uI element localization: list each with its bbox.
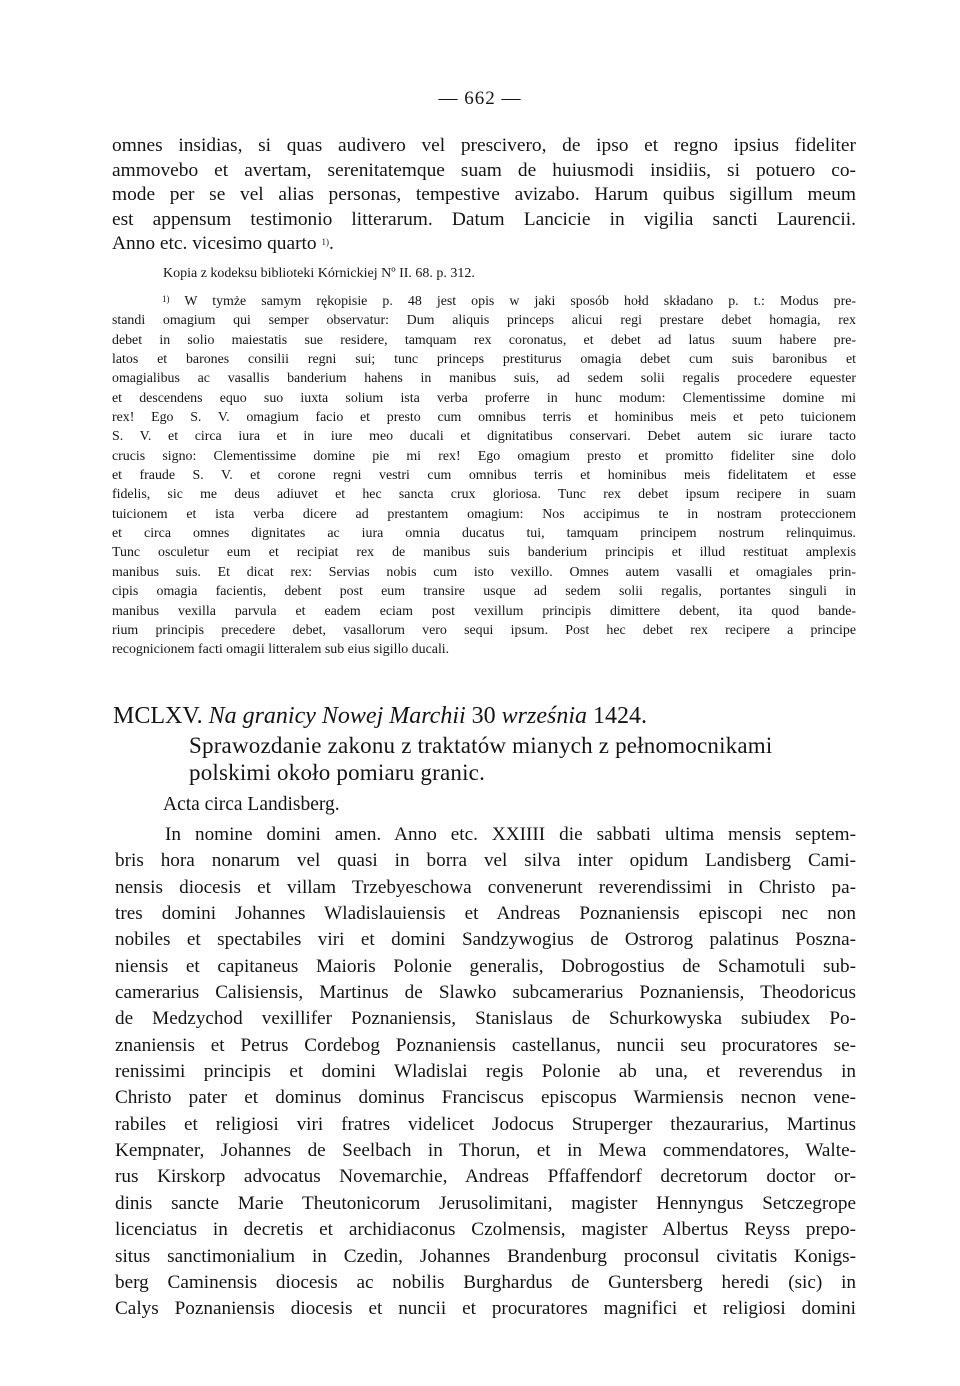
heading-subtitle-line: polskimi około pomiaru granic. bbox=[189, 760, 486, 785]
footnote-line: et fraude S. V. et corone regni vestri cum omnibus terris et hominibus meis fidelitatem et esse bbox=[112, 468, 856, 484]
footnote-mark: 1) bbox=[162, 294, 170, 304]
text-line: est appensum testimonio litterarum. Datum Lancicie in vigilia sancti Laurencii. bbox=[112, 208, 856, 230]
body-line: Kempnater, Johannes de Seelbach in Thorun, et in Mewa commendatores, Walte- bbox=[115, 1140, 856, 1162]
body-line: camerarius Calisiensis, Martinus de Slawko subcamerarius Poznaniensis, Theodoricus bbox=[115, 982, 856, 1004]
body-line: Christo pater et dominus dominus Franciscus episcopus Warmiensis necnon vene- bbox=[115, 1087, 856, 1109]
document-heading bbox=[113, 700, 873, 786]
page-number: — 662 — bbox=[438, 88, 522, 109]
footnote-line-last: recognicionem facti omagii litteralem sub eius sigillo ducali. bbox=[112, 642, 450, 658]
footnote-line-content: W tymże samym rękopisie p. 48 jest opis w jaki sposób hołd składano p. t.: Modus pre- bbox=[184, 294, 856, 309]
body-line: licenciatus in decretis et archidiaconus Czolmensis, magister Albertus Reyss prepo- bbox=[115, 1219, 856, 1241]
footnote-line: Tunc osculetur eum et recipiat rex de manibus suis banderium principis et illud restituat amplexis bbox=[112, 545, 856, 561]
source-note: Kopia z kodeksu biblioteki Kórnickiej Nº II. 68. p. 312. bbox=[163, 266, 475, 281]
body-line: znaniensis et Petrus Cordebog Poznaniensis castellanus, nuncii seu procuratores se- bbox=[115, 1034, 856, 1056]
body-text bbox=[115, 822, 856, 1323]
heading-place: Na granicy Nowej Marchii bbox=[208, 703, 466, 729]
body-line: rabiles et religiosi viri fratres videlicet Jodocus Struperger thezaurarius, Martinus bbox=[115, 1113, 856, 1135]
footnote-line: rium principis precedere debet, vasallorum vero sequi ipsum. Post hec debet rex recipere a principe bbox=[112, 622, 856, 638]
text-line: omnes insidias, si quas audivero vel prescivero, de ipso et regno ipsius fideliter bbox=[112, 135, 856, 156]
body-line: Calys Poznaniensis diocesis et nuncii et procuratores magnifici et religiosi domini bbox=[115, 1298, 856, 1320]
text-line-content: Anno etc. vicesimo quarto bbox=[112, 233, 317, 254]
body-line: rus Kirskorp advocatus Novemarchie, Andreas Pffaffendorf decretorum doctor or- bbox=[115, 1166, 856, 1188]
footnote-line: et circa omnes dignitates ac iura omnia ducatus tui, tamquam principem nostrum relinquimus. bbox=[112, 526, 856, 542]
footnote bbox=[112, 292, 856, 660]
text-line: mode per se vel alias personas, tempestive avizabo. Harum quibus sigillum meum bbox=[112, 184, 856, 205]
body-line: bris hora nonarum vel quasi in borra vel silva inter opidum Landisberg Cami- bbox=[115, 850, 856, 872]
body-line: nensis diocesis et villam Trzebyeschowa convenerunt reverendissimi in Christo pa- bbox=[115, 876, 856, 898]
footnote-line: debet in solio maiestatis sue residere, tamquam rex coronatus, et debet ad latus suum habere pre- bbox=[112, 332, 856, 348]
body-line: nobiles et spectabiles viri et domini Sandzywogius de Ostrorog palatinus Poszna- bbox=[115, 929, 856, 951]
text-line: ammovebo et avertam, serenitatemque suam de huiusmodi insidiis, si potuero co- bbox=[112, 159, 856, 181]
body-line: berg Caminensis diocesis ac nobilis Burghardus de Guntersberg heredi (sic) in bbox=[115, 1271, 856, 1293]
heading-month: września bbox=[501, 703, 588, 729]
footnote-line bbox=[112, 292, 856, 311]
footnote-line: tuicionem et ista verba dicere ad prestantem omagium: Nos accipimus te in nostram proteccionem bbox=[112, 506, 856, 522]
text-line-last: Anno etc. vicesimo quarto $^{1)}$. bbox=[112, 233, 334, 254]
footnote-line: manibus vexilla parvula et eadem eciam post vexillum principis dimittere debent, ita quod bande- bbox=[112, 603, 856, 619]
continuation-text bbox=[112, 134, 856, 257]
heading-day: 30 bbox=[471, 703, 496, 729]
body-line: de Medzychod vexillifer Poznaniensis, Stanislaus de Schurkowyska subiudex Po- bbox=[115, 1008, 856, 1030]
footnote-line: manibus suis. Et dicat rex: Servias nobis cum isto vexillo. Omnes autem vasalli et omagiales prin- bbox=[112, 564, 856, 580]
footnote-line: rex! Ego S. V. omagium facio et presto cum omnibus terris et hominibus meis et peto tuicionem bbox=[112, 410, 856, 426]
document-title: Acta circa Landisberg. bbox=[163, 794, 340, 815]
document-number: MCLXV. bbox=[113, 703, 203, 729]
footnote-line: crucis signo: Clementissime domine pie mi rex! Ego omagium presto et promitto fideliter sine dolo bbox=[112, 448, 856, 464]
footnote-line: S. V. et circa iura et in iure meo ducali et dignitatibus conservari. Debet autem sic iurare tacto bbox=[112, 429, 856, 445]
body-line: In nomine domini amen. Anno etc. XXIIII die sabbati ultima mensis septem- bbox=[165, 824, 856, 845]
footnote-line: omagialibus ac vasallis banderium hahens in manibus suis, ad sedem solii regalis procedere equester bbox=[112, 371, 856, 387]
footnote-line: latos et barones consilii regni sui; tunc princeps prestiturus omagia debet cum suis baronibus et bbox=[112, 352, 856, 368]
footnote-line: standi omagium qui semper observatur: Dum aliquis princeps alicui regi prestare debet homagia, rex bbox=[112, 313, 856, 329]
body-line: dinis sancte Marie Theutonicorum Jerusolimitani, magister Hennyngus Setczegrope bbox=[115, 1192, 856, 1214]
body-line: niensis et capitaneus Maioris Polonie generalis, Dobrogostius de Schamotuli sub- bbox=[115, 955, 856, 977]
body-line: tres domini Johannes Wladislauiensis et Andreas Poznaniensis episcopi nec non bbox=[115, 903, 856, 925]
footnote-line: et descendens equo suo iuxta solium ista verba proferre in hunc modum: Clementissime domine mi bbox=[112, 390, 856, 406]
body-line: situs sanctimonialium in Czedin, Johannes Brandenburg proconsul civitatis Konigs- bbox=[115, 1245, 856, 1267]
footnote-line: fidelis, sic me deus adiuvet et hec sancta crux gloriosa. Tunc rex debet ipsum recipere in suam bbox=[112, 487, 856, 503]
footnote-reference: 1) bbox=[321, 237, 329, 247]
heading-year: 1424. bbox=[593, 703, 648, 729]
heading-subtitle-line: Sprawozdanie zakonu z traktatów mianych z pełnomocnikami bbox=[189, 733, 773, 758]
footnote-line: cipis omagia facientis, debent post eum transire usque ad sedem solii regalis, portantes singuli in bbox=[112, 584, 856, 600]
heading-line bbox=[113, 700, 873, 732]
body-line: renissimi principis et domini Wladislai regis Polonie ab una, et reverendus in bbox=[115, 1061, 856, 1083]
